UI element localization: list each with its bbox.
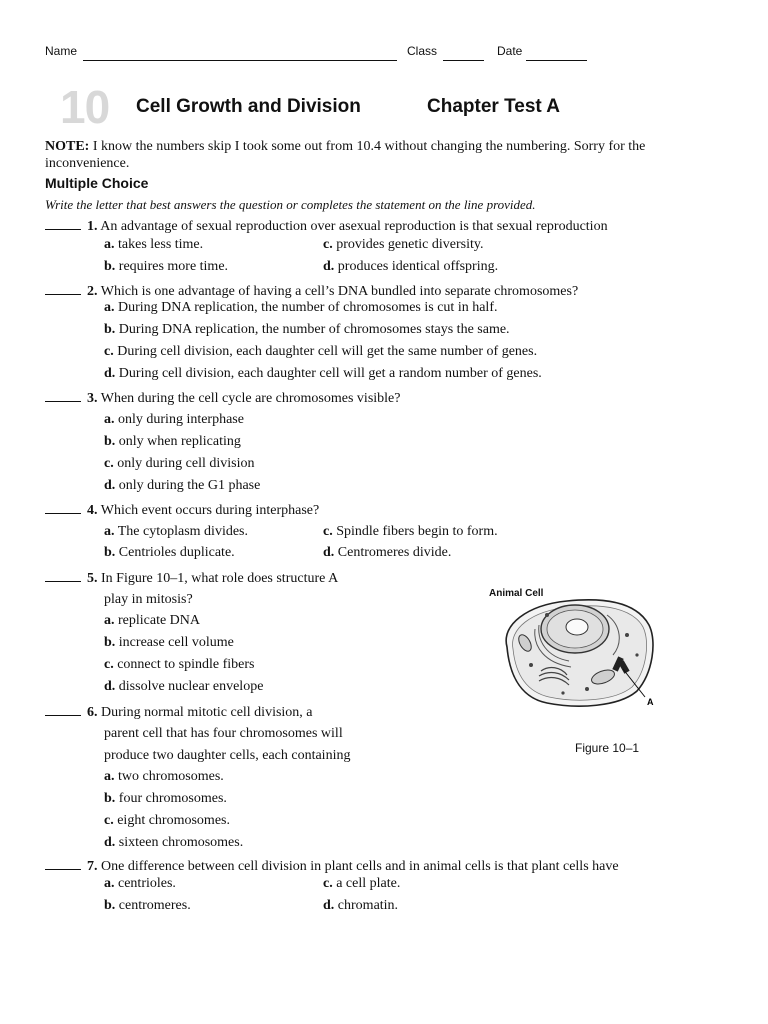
answer-blank[interactable] [45, 570, 81, 582]
answer-option [104, 898, 191, 914]
question-stem-continued [104, 726, 343, 742]
option-letter: c. [323, 876, 333, 891]
option-letter: a. [104, 769, 115, 784]
instructions: Write the letter that best answers the question or completes the statement on the line provided. [45, 197, 536, 212]
question-text: produce two daughter cells, each containing [104, 748, 351, 763]
question-stem [45, 502, 319, 519]
option-text: connect to spindle fibers [117, 657, 255, 672]
chapter-number: 10 [60, 81, 110, 133]
name-label: Name [45, 44, 78, 58]
question-stem [45, 218, 608, 235]
question-text: During normal mitotic cell division, a [101, 705, 313, 720]
option-letter: c. [104, 344, 114, 359]
question-number: 3. [87, 391, 98, 406]
page-title: Cell Growth and Division [136, 96, 361, 117]
question-number: 1. [87, 219, 98, 234]
answer-blank[interactable] [45, 283, 81, 295]
answer-option [104, 545, 235, 561]
option-text: During cell division, each daughter cell will get the same number of genes. [117, 344, 538, 359]
option-text: chromatin. [337, 898, 399, 913]
question-stem [45, 570, 338, 587]
answer-option [104, 412, 244, 428]
name-field[interactable] [83, 60, 397, 61]
option-text: four chromosomes. [118, 791, 227, 806]
answer-option [323, 237, 483, 253]
answer-option [104, 813, 230, 829]
option-text: only during interphase [118, 412, 244, 427]
option-text: Centromeres divide. [337, 545, 452, 560]
answer-blank[interactable] [45, 502, 81, 514]
option-letter: b. [104, 434, 116, 449]
question-text: One difference between cell division in plant cells and in animal cells is that plant cells have [101, 859, 619, 874]
option-letter: b. [104, 791, 116, 806]
answer-option [104, 434, 241, 450]
option-letter: c. [104, 657, 114, 672]
option-letter: a. [104, 613, 115, 628]
question-stem [45, 704, 313, 721]
option-text: only during the G1 phase [118, 478, 261, 493]
answer-option [104, 322, 510, 338]
answer-option [104, 456, 254, 472]
option-text: The cytoplasm divides. [117, 524, 249, 539]
option-letter: a. [104, 237, 115, 252]
option-text: only when replicating [118, 434, 241, 449]
question-text: In Figure 10–1, what role does structure A [101, 571, 339, 586]
option-text: Spindle fibers begin to form. [336, 524, 498, 539]
option-letter: d. [323, 898, 335, 913]
option-text: Centrioles duplicate. [118, 545, 235, 560]
answer-option [104, 635, 234, 651]
date-label: Date [497, 44, 523, 58]
option-text: only during cell division [117, 456, 255, 471]
answer-option [104, 613, 200, 629]
option-letter: a. [104, 876, 115, 891]
option-text: eight chromosomes. [117, 813, 230, 828]
question-stem [45, 858, 619, 875]
option-letter: c. [104, 813, 114, 828]
answer-option [104, 366, 542, 382]
answer-option [104, 478, 260, 494]
question-text: Which is one advantage of having a cell’s DNA bundled into separate chromosomes? [100, 284, 579, 299]
option-letter: a. [104, 300, 115, 315]
answer-option [323, 524, 498, 540]
date-field[interactable] [526, 60, 587, 61]
answer-blank[interactable] [45, 858, 81, 870]
question-number: 4. [87, 503, 98, 518]
option-text: sixteen chromosomes. [118, 835, 244, 850]
answer-option [323, 898, 398, 914]
test-name: Chapter Test A [427, 96, 561, 117]
option-text: two chromosomes. [118, 769, 224, 784]
structure-a-label: A [647, 697, 654, 707]
option-letter: b. [104, 259, 116, 274]
option-letter: d. [104, 679, 116, 694]
section-heading: Multiple Choice [45, 175, 149, 191]
answer-option [323, 876, 400, 892]
option-text: a cell plate. [336, 876, 401, 891]
option-text: During DNA replication, the number of chromosomes is cut in half. [118, 300, 498, 315]
answer-option [104, 300, 497, 316]
option-text: takes less time. [118, 237, 204, 252]
answer-option [323, 259, 498, 275]
option-text: requires more time. [118, 259, 229, 274]
option-letter: a. [104, 524, 115, 539]
question-number: 2. [87, 284, 98, 299]
option-text: dissolve nuclear envelope [118, 679, 264, 694]
option-text: centromeres. [118, 898, 191, 913]
animal-cell-figure [487, 585, 677, 715]
question-text: When during the cell cycle are chromosomes visible? [100, 391, 401, 406]
note-label: NOTE: [45, 139, 90, 154]
option-letter: d. [104, 478, 116, 493]
answer-option [104, 791, 227, 807]
option-letter: d. [323, 545, 335, 560]
answer-blank[interactable] [45, 704, 81, 716]
option-letter: b. [104, 545, 116, 560]
option-text: centrioles. [118, 876, 176, 891]
answer-option [104, 259, 228, 275]
answer-option [104, 876, 176, 892]
question-text: parent cell that has four chromosomes will [104, 726, 343, 741]
note [45, 138, 725, 172]
option-letter: b. [104, 635, 116, 650]
answer-option [104, 237, 203, 253]
question-stem-continued [104, 592, 193, 608]
question-number: 6. [87, 705, 98, 720]
option-letter: c. [323, 237, 333, 252]
option-text: replicate DNA [118, 613, 201, 628]
answer-option [104, 657, 254, 673]
answer-blank[interactable] [45, 218, 81, 230]
answer-option [104, 769, 224, 785]
figure-caption: Figure 10–1 [575, 741, 640, 755]
question-text: play in mitosis? [104, 592, 193, 607]
option-letter: b. [104, 898, 116, 913]
answer-blank[interactable] [45, 390, 81, 402]
answer-option [104, 679, 263, 695]
option-letter: c. [323, 524, 333, 539]
option-letter: d. [104, 366, 116, 381]
option-letter: c. [104, 456, 114, 471]
question-stem-continued [104, 748, 350, 764]
option-text: During cell division, each daughter cell will get a random number of genes. [118, 366, 542, 381]
answer-option [104, 344, 537, 360]
option-text: produces identical offspring. [337, 259, 499, 274]
option-text: During DNA replication, the number of chromosomes stays the same. [118, 322, 510, 337]
question-stem [45, 390, 400, 407]
answer-option [104, 835, 243, 851]
option-text: increase cell volume [118, 635, 234, 650]
question-number: 5. [87, 571, 98, 586]
answer-option [104, 524, 248, 540]
option-letter: a. [104, 412, 115, 427]
class-field[interactable] [443, 60, 484, 61]
figure-title: Animal Cell [489, 588, 544, 599]
option-letter: b. [104, 322, 116, 337]
question-stem [45, 283, 578, 300]
option-text: provides genetic diversity. [336, 237, 484, 252]
note-text: I know the numbers skip I took some out from 10.4 without changing the numbering. Sorry for the inconvenience. [45, 139, 646, 171]
question-text: An advantage of sexual reproduction over asexual reproduction is that sexual reproduction [100, 219, 608, 234]
option-letter: d. [104, 835, 116, 850]
question-text: Which event occurs during interphase? [100, 503, 320, 518]
question-number: 7. [87, 859, 98, 874]
answer-option [323, 545, 451, 561]
class-label: Class [407, 44, 438, 58]
option-letter: d. [323, 259, 335, 274]
